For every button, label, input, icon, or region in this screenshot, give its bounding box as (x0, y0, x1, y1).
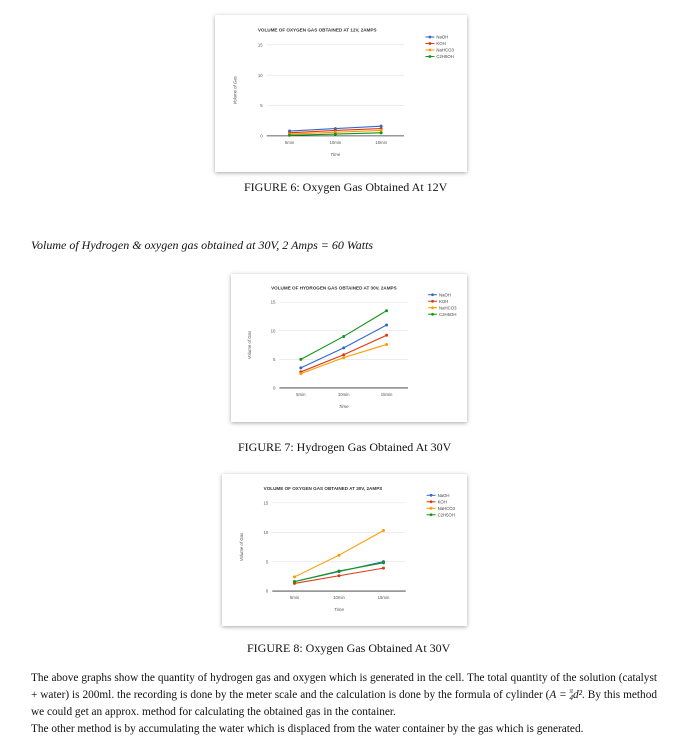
x-tick-label: 5min (296, 391, 306, 397)
legend-marker (431, 313, 434, 316)
legend-marker (430, 507, 433, 510)
legend-label: C2H5OH (436, 54, 454, 60)
figure-8-caption: FIGURE 8: Oxygen Gas Obtained At 30V (247, 641, 451, 655)
paragraph-line-2: The other method is by accumulating the water which is displaced from the water container by the gas which is generated. (31, 723, 584, 735)
data-point (299, 358, 302, 361)
data-point (334, 133, 337, 136)
legend-marker (431, 300, 434, 303)
legend-label: NaOH (436, 34, 449, 40)
data-point (342, 356, 345, 359)
legend-label: NaHCO3 (437, 505, 456, 511)
chart-fig7 (231, 274, 467, 422)
data-point (342, 335, 345, 338)
x-tick-label: 10min (333, 595, 345, 601)
data-point (342, 353, 345, 356)
legend-label: KOH (436, 41, 446, 47)
chart-title: VOLUME OF OXYGEN GAS OBTAINED AT 30V, 2AMPS (263, 485, 383, 491)
paragraph-part1: The above graphs show the quantity of hydrogen gas and oxygen which is generated in the cell. The total quantity of the solution (catalyst + water) is 200ml. the recording is done by the meter scale and the calculation is done by the formula of cylinder ( (31, 672, 657, 701)
data-point (385, 343, 388, 346)
formula-rhs: d². (573, 689, 585, 701)
x-tick-label: 10min (329, 139, 342, 145)
y-tick-label: 5 (265, 559, 269, 565)
legend-marker (430, 500, 433, 503)
x-tick-label: 15min (380, 391, 393, 397)
legend-marker (431, 293, 434, 296)
x-tick-label: 10min (337, 391, 350, 397)
x-tick-label: 5min (289, 595, 300, 601)
x-axis-label: Time (330, 151, 341, 157)
data-point (382, 567, 385, 570)
data-point (293, 575, 296, 578)
section-subheading: Volume of Hydrogen & oxygen gas obtained at 30V, 2 Amps = 60 Watts (31, 238, 374, 252)
data-point (382, 529, 385, 532)
chart-card-fig8 (222, 474, 467, 626)
fraction-denominator: 4 (569, 694, 574, 703)
paragraph-line-1 (31, 670, 657, 721)
y-tick-label: 15 (263, 500, 269, 506)
y-tick-label: 10 (270, 328, 276, 334)
x-axis-label: Time (334, 607, 344, 613)
data-point (337, 554, 340, 557)
legend-label: KOH (437, 499, 447, 505)
legend-marker (431, 306, 434, 309)
legend-marker (429, 42, 432, 45)
data-point (299, 372, 302, 375)
y-tick-label: 0 (260, 133, 263, 139)
y-tick-label: 10 (257, 72, 263, 78)
y-axis-label: Volume of Gas (232, 76, 238, 105)
data-point (299, 366, 302, 369)
y-tick-label: 15 (270, 299, 276, 305)
legend-marker (430, 494, 433, 497)
body-paragraph (31, 670, 657, 738)
legend-marker (429, 49, 432, 52)
y-tick-label: 0 (265, 588, 269, 594)
y-tick-label: 15 (257, 42, 263, 48)
y-tick-label: 5 (272, 356, 276, 362)
legend-label: NaHCO3 (439, 305, 457, 311)
data-point (382, 561, 385, 564)
data-point (385, 309, 388, 312)
data-point (288, 134, 291, 137)
data-point (342, 346, 345, 349)
legend-label: NaOH (439, 292, 452, 298)
fraction-numerator: π (569, 687, 574, 696)
paragraph-part2: By this method we could get an approx. method for calculating the obtained gas in the container. (31, 689, 657, 718)
formula-lhs: A = (549, 689, 567, 701)
data-point (293, 580, 296, 583)
legend-label: NaOH (437, 492, 450, 498)
legend-label: KOH (439, 298, 449, 304)
chart-card-fig6 (215, 15, 467, 172)
y-tick-label: 0 (272, 385, 276, 391)
data-point (337, 570, 340, 573)
legend-label: C2H5OH (437, 512, 456, 518)
legend-marker (429, 36, 432, 39)
data-point (337, 574, 340, 577)
chart-title: VOLUME OF OXYGEN GAS OBTAINED AT 12V, 2AMPS (257, 27, 377, 33)
y-tick-label: 5 (260, 103, 263, 109)
y-axis-label: Volume of Gas (247, 330, 253, 360)
chart-title: VOLUME OF HYDROGEN GAS OBTAINED AT 30V, 2AMPS (271, 285, 397, 291)
figure-7-caption: FIGURE 7: Hydrogen Gas Obtained At 30V (238, 440, 452, 454)
x-tick-label: 5min (284, 139, 295, 145)
x-axis-label: Time (338, 403, 349, 409)
data-point (380, 131, 383, 134)
y-axis-label: Volume of Gas (238, 532, 244, 562)
legend-label: NaHCO3 (436, 47, 454, 53)
chart-fig8 (222, 474, 467, 626)
chart-fig6 (215, 15, 467, 172)
legend-marker (429, 55, 432, 58)
data-point (385, 324, 388, 327)
legend-label: C2H5OH (439, 311, 457, 317)
x-tick-label: 15min (377, 595, 390, 601)
figure-6-caption: FIGURE 6: Oxygen Gas Obtained At 12V (244, 180, 448, 194)
legend-marker (430, 513, 433, 516)
x-tick-label: 15min (375, 139, 387, 145)
data-point (385, 334, 388, 337)
y-tick-label: 10 (263, 529, 269, 535)
chart-card-fig7 (231, 274, 467, 422)
